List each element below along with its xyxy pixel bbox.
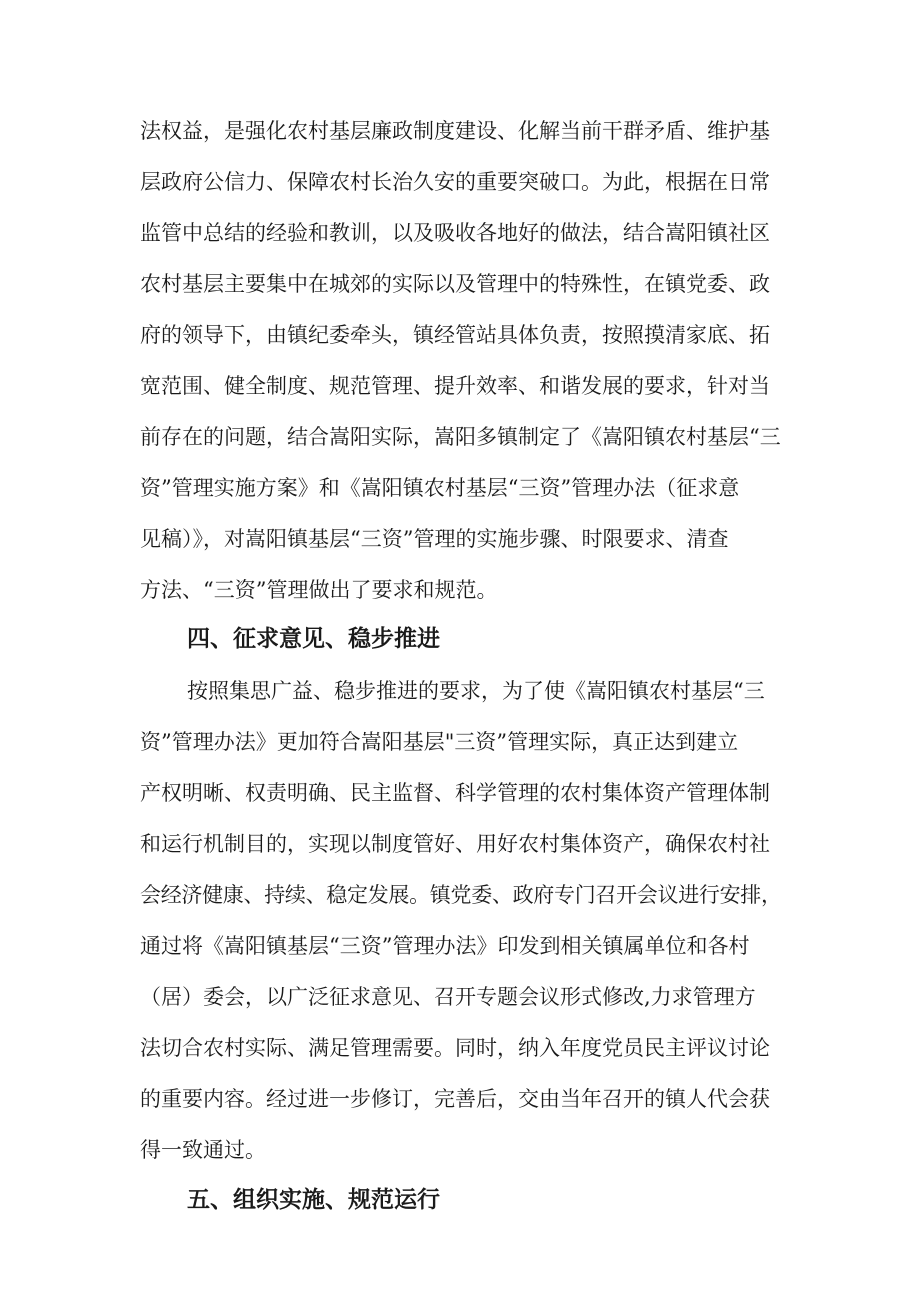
text-line: 按照集思广益、稳步推进的要求，为了使《嵩阳镇农村基层“三 xyxy=(187,679,765,703)
text-line: 监管中总结的经验和教训，以及吸收各地好的做法，结合嵩阳镇社区 xyxy=(140,221,770,245)
text-line: 农村基层主要集中在城郊的实际以及管理中的特殊性，在镇党委、政 xyxy=(140,272,770,296)
text-line: 资”管理实施方案》和《嵩阳镇农村基层“三资”管理办法（征求意 xyxy=(140,476,740,500)
text-line: 的重要内容。经过进一步修订，完善后，交由当年召开的镇人代会获 xyxy=(140,1087,770,1111)
text-line: （居）委会，以广泛征求意见、召开专题会议形式修改,力求管理方 xyxy=(140,985,756,1009)
text-line: 法切合农村实际、满足管理需要。同时，纳入年度党员民主评议讨论 xyxy=(140,1036,770,1060)
text-line: 产权明晰、权责明确、民主监督、科学管理的农村集体资产管理体制 xyxy=(140,781,770,805)
text-line: 方法、“三资”管理做出了要求和规范。 xyxy=(140,578,498,602)
text-line: 资”管理办法》更加符合嵩阳基层"三资”管理实际，真正达到建立 xyxy=(140,730,739,754)
text-line: 通过将《嵩阳镇基层“三资”管理办法》印发到相关镇属单位和各村 xyxy=(140,934,750,958)
text-line: 得一致通过。 xyxy=(140,1138,266,1162)
text-line: 宽范围、健全制度、规范管理、提升效率、和谐发展的要求，针对当 xyxy=(140,374,770,398)
text-line: 会经济健康、持续、稳定发展。镇党委、政府专门召开会议进行安排， xyxy=(140,883,782,907)
text-line: 和运行机制目的，实现以制度管好、用好农村集体资产，确保农村社 xyxy=(140,832,770,856)
section-heading-5: 五、组织实施、规范运行 xyxy=(187,1187,440,1213)
text-line: 前存在的问题，结合嵩阳实际，嵩阳多镇制定了《嵩阳镇农村基层“三 xyxy=(140,425,781,449)
section-heading-4: 四、征求意见、稳步推进 xyxy=(187,626,440,652)
text-line: 见稿）》，对嵩阳镇基层“三资”管理的实施步骤、时限要求、清查 xyxy=(140,527,729,551)
text-line: 府的领导下，由镇纪委牵头，镇经管站具体负责，按照摸清家底、拓 xyxy=(140,323,770,347)
text-line: 法权益，是强化农村基层廉政制度建设、化解当前干群矛盾、维护基 xyxy=(140,119,770,143)
text-line: 层政府公信力、保障农村长治久安的重要突破口。为此，根据在日常 xyxy=(140,170,770,194)
